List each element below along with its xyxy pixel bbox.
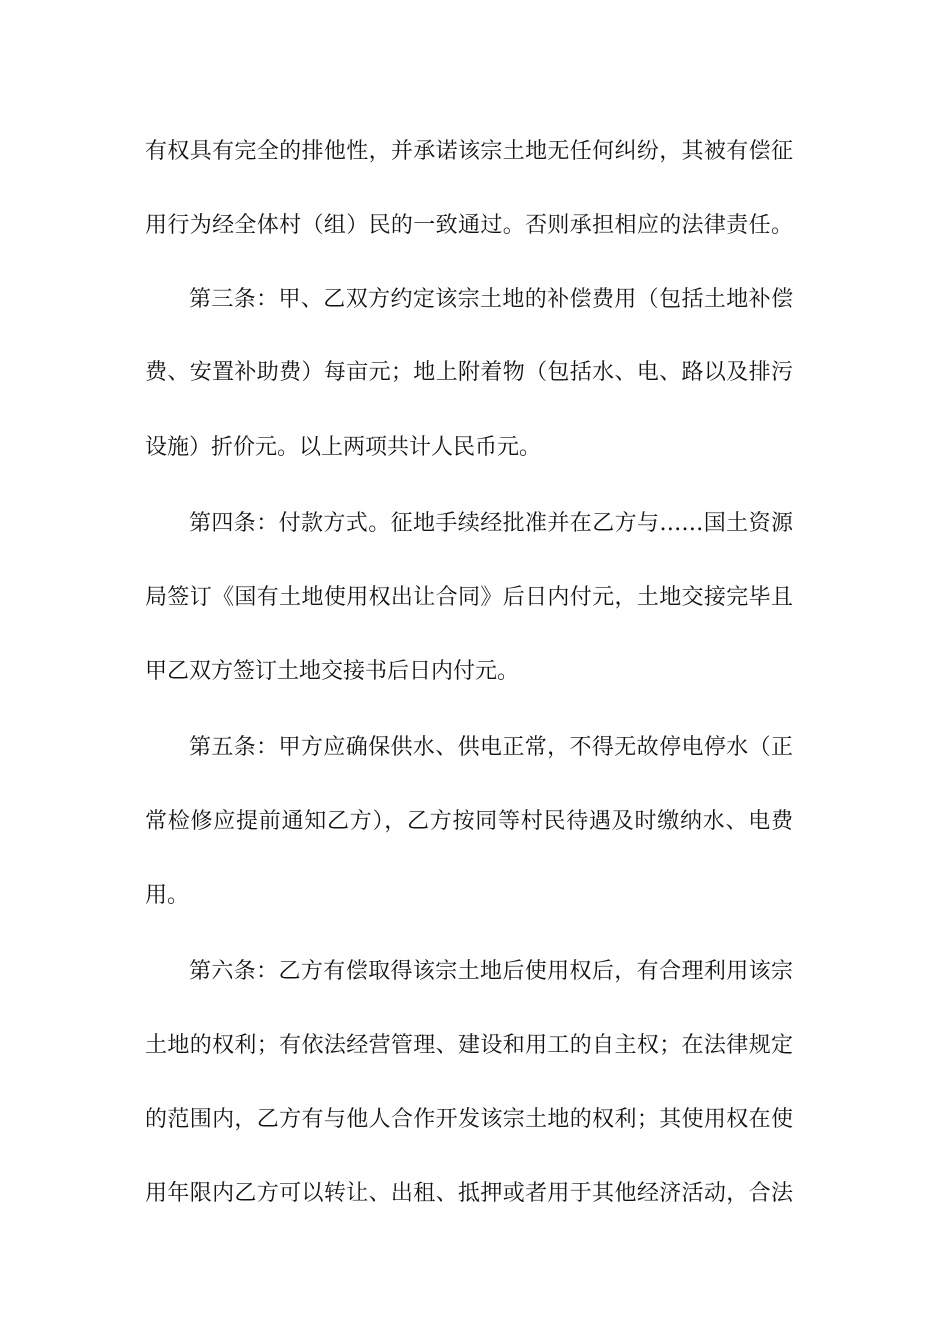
text-line: 有权具有完全的排他性，并承诺该宗土地无任何纠纷，其被有偿征: [145, 139, 793, 164]
clause-5-heading-line: 第五条：甲方应确保供水、供电正常，不得无故停电停水（正: [189, 735, 793, 760]
text-line: 土地的权利；有依法经营管理、建设和用工的自主权；在法律规定: [145, 1033, 793, 1058]
text-line: 设施）折价元。以上两项共计人民币元。: [145, 435, 542, 460]
text-line: 局签订《国有土地使用权出让合同》后日内付元，土地交接完毕且: [145, 585, 793, 610]
text-line: 的范围内，乙方有与他人合作开发该宗土地的权利；其使用权在使: [145, 1107, 793, 1132]
clause-6-heading-line: 第六条：乙方有偿取得该宗土地后使用权后，有合理利用该宗: [189, 959, 793, 984]
clause-4-heading-line: 第四条：付款方式。征地手续经批准并在乙方与……国土资源: [189, 511, 793, 536]
clause-3-heading-line: 第三条：甲、乙双方约定该宗土地的补偿费用（包括土地补偿: [189, 287, 793, 312]
text-line: 常检修应提前通知乙方），乙方按同等村民待遇及时缴纳水、电费: [145, 809, 793, 834]
text-line: 甲乙双方签订土地交接书后日内付元。: [145, 659, 520, 684]
text-line: 费、安置补助费）每亩元；地上附着物（包括水、电、路以及排污: [145, 360, 793, 385]
text-line: 用年限内乙方可以转让、出租、抵押或者用于其他经济活动，合法: [145, 1181, 793, 1206]
text-line: 用。: [145, 883, 190, 908]
text-line: 用行为经全体村（组）民的一致通过。否则承担相应的法律责任。: [145, 213, 793, 238]
